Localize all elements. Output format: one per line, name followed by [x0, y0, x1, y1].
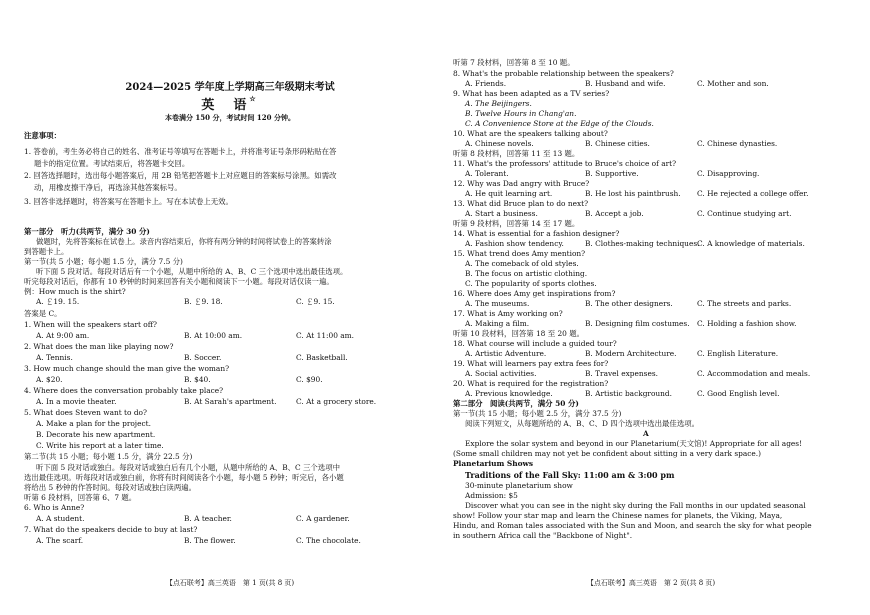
option: C. The chocolate. [296, 536, 361, 545]
option: C. Write his report at a later time. [36, 441, 164, 450]
exam-meta: 本卷满分 150 分，考试时间 120 分钟。 [165, 113, 295, 122]
option: C. At 11:00 am. [296, 331, 355, 340]
note-line: 1. 答卷前，考生务必将自己的姓名、准考证号等填写在答题卡上，并将准考证号条形码粘贴在答 [24, 147, 337, 156]
part2-sec1-heading: 第一节(共 15 小题；每小题 2.5 分，满分 37.5 分) [453, 409, 622, 418]
option: C. He rejected a college offer. [697, 189, 809, 198]
part1-desc: 到答题卡上。 [24, 247, 69, 256]
option: B. Clothes-making techniques. [585, 239, 700, 248]
option: A. At 9:00 am. [36, 331, 90, 340]
option: C. Continue studying art. [697, 209, 792, 218]
sec2-desc: 选出最佳选项。听每段对话或独白前，你将有时间阅读各个小题，每小题 5 秒钟；听完后，各小题 [24, 473, 344, 482]
passage-text: Hindu, and Roman tales associated with the Sun and Moon, and search the sky for what people [453, 521, 812, 530]
question: 19. What will learners pay extra fees for? [453, 359, 609, 368]
option: B. The other designers. [585, 299, 673, 308]
sec2-heading: 第二节(共 15 小题；每小题 1.5 分，满分 22.5 分) [24, 452, 193, 461]
option: A. The museums. [465, 299, 530, 308]
exam-title: 2024—2025 学年度上学期高三年级期末考试 [125, 82, 335, 93]
question: 10. What are the speakers talking about? [453, 129, 608, 138]
note-line: 3. 回答非选择题时，将答案写在答题卡上。写在本试卷上无效。 [24, 197, 233, 206]
option: C. Accommodation and meals. [697, 369, 811, 378]
listen-instruction: 听第 8 段材料，回答第 11 至 13 题。 [453, 149, 580, 158]
passage-text: Discover what you can see in the night sky during the Fall months in our updated seasonal [465, 501, 806, 510]
sec2-desc: 将给出 5 秒钟的作答时间。每段对话或独白读两遍。 [24, 483, 196, 492]
option: C. Holding a fashion show. [697, 319, 797, 328]
option: C. A Convenience Store at the Edge of the Clouds. [465, 119, 654, 128]
show-length: 30-minute planetarium show [465, 481, 573, 490]
option: C. Good English level. [697, 389, 780, 398]
option: B. Artistic background. [585, 389, 673, 398]
option: A. He quit learning art. [465, 189, 553, 198]
option: C. ￡9. 15. [296, 297, 335, 306]
option: A. Social activities. [465, 369, 537, 378]
option: C. $90. [296, 375, 323, 384]
question: 7. What do the speakers decide to buy at last? [24, 525, 198, 534]
note-line: 题卡的指定位置。考试结束后，将答题卡交回。 [34, 159, 190, 168]
option: B. Decorate his new apartment. [36, 430, 156, 439]
question: 4. Where does the conversation probably take place? [24, 386, 224, 395]
option: B. The flower. [184, 536, 236, 545]
option: C. Disapproving. [697, 169, 760, 178]
part1-desc: 做题时，先将答案标在试卷上。录音内容结束后，你将有两分钟的时间将试卷上的答案转涂 [36, 237, 332, 246]
question: 11. What's the professors' attitude to Bruce's choice of art? [453, 159, 677, 168]
note-line: 2. 回答选择题时，选出每小题答案后，用 2B 铅笔把答题卡上对应题目的答案标号涂黑。如需改 [24, 171, 337, 180]
listen-instruction: 听第 6 段材料，回答第 6、7 题。 [24, 493, 137, 502]
option: A. $20. [36, 375, 63, 384]
page-footer: 【点石联考】高三英语 第 1 页(共 8 页) [165, 579, 295, 587]
option: C. Basketball. [296, 353, 348, 362]
question: 2. What does the man like playing now? [24, 342, 174, 351]
option: A. Tennis. [36, 353, 73, 362]
option: A. In a movie theater. [36, 397, 117, 406]
option: A. ￡19. 15. [36, 297, 80, 306]
question: 13. What did Bruce plan to do next? [453, 199, 589, 208]
sec1-heading: 第一节(共 5 小题；每小题 1.5 分，满分 7.5 分) [24, 257, 183, 266]
option: C. The popularity of sports clothes. [465, 279, 597, 288]
question: 16. Where does Amy get inspirations from? [453, 289, 616, 298]
option: B. ￡9. 18. [184, 297, 223, 306]
option: C. Chinese dynasties. [697, 139, 778, 148]
option: C. At a grocery store. [296, 397, 377, 406]
option: B. At 10:00 am. [184, 331, 243, 340]
option: A. Make a plan for the project. [36, 419, 151, 428]
question: 8. What's the probable relationship between the speakers? [453, 69, 674, 78]
option: A. Making a film. [465, 319, 530, 328]
sec2-desc: 听下面 5 段对话或独白。每段对话或独白后有几个小题，从题中所给的 A、B、C 三个选项中 [36, 463, 340, 472]
option: B. At Sarah's apartment. [184, 397, 277, 406]
option: B. Supportive. [585, 169, 639, 178]
page-footer: 【点石联考】高三英语 第 2 页(共 8 页) [586, 579, 716, 587]
listen-instruction: 听第 9 段材料，回答第 14 至 17 题。 [453, 219, 580, 228]
option: C. English Literature. [697, 349, 779, 358]
option: B. Husband and wife. [585, 79, 666, 88]
subject-title: 英 语☆ [201, 94, 259, 113]
shows-heading: Planetarium Shows [453, 459, 534, 468]
question: 1. When will the speakers start off? [24, 320, 157, 329]
option: A. Previous knowledge. [465, 389, 553, 398]
option: B. A teacher. [184, 514, 232, 523]
question: 15. What trend does Amy mention? [453, 249, 586, 258]
question: 18. What course will include a guided tour? [453, 339, 617, 348]
option: A. The comeback of old styles. [465, 259, 579, 268]
option: C. The streets and parks. [697, 299, 792, 308]
option: A. Fashion show tendency. [465, 239, 564, 248]
option: B. He lost his paintbrush. [585, 189, 681, 198]
example-question: 例：How much is the shirt? [24, 287, 126, 296]
option: B. Travel expenses. [585, 369, 658, 378]
question: 6. Who is Anne? [24, 503, 85, 512]
part1-heading: 第一部分 听力(共两节，满分 30 分) [24, 227, 150, 236]
option: A. The scarf. [36, 536, 84, 545]
passage-text: (Some small children may not yet be confident about sitting in a very dark space.) [453, 449, 762, 458]
option: B. Twelve Hours in Chang'an. [465, 109, 577, 118]
option: B. Modern Architecture. [585, 349, 677, 358]
sec1-desc: 听下面 5 段对话。每段对话后有一个小题，从题中所给的 A、B、C 三个选项中选出最佳选项。 [36, 267, 348, 276]
question: 3. How much change should the man give the woman? [24, 364, 230, 373]
question: 12. Why was Dad angry with Bruce? [453, 179, 590, 188]
left-column [24, 0, 436, 615]
option: A. Artistic Adventure. [465, 349, 547, 358]
passage-text: in southern Africa call the "Backbone of Night". [453, 531, 633, 540]
option: A. Tolerant. [465, 169, 509, 178]
passage-label: A [643, 429, 649, 438]
sec1-desc: 听完每段对话后，你都有 10 秒钟的时间来回答有关小题和阅读下一小题。每段对话仅读一遍。 [24, 277, 334, 286]
passage-text: Explore the solar system and beyond in our Planetarium(天文馆)! Appropriate for all ages! [465, 439, 803, 448]
option: B. Designing film costumes. [585, 319, 690, 328]
part2-desc: 阅读下列短文，从每题所给的 A、B、C、D 四个选项中选出最佳选项。 [465, 419, 699, 428]
example-answer: 答案是 C。 [24, 309, 62, 318]
question: 9. What has been adapted as a TV series? [453, 89, 610, 98]
option: A. Chinese novels. [465, 139, 534, 148]
listen-instruction: 听第 10 段材料，回答第 18 至 20 题。 [453, 329, 584, 338]
option: A. A student. [36, 514, 85, 523]
show-admission: Admission: $5 [465, 491, 518, 500]
option: C. A gardener. [296, 514, 350, 523]
option: B. Chinese cities. [585, 139, 650, 148]
question: 14. What is essential for a fashion designer? [453, 229, 620, 238]
option: B. Soccer. [184, 353, 222, 362]
note-line: 动，用橡皮擦干净后，再选涂其他答案标号。 [34, 183, 182, 192]
option: A. The Beijingers. [465, 99, 532, 108]
question: 20. What is required for the registration? [453, 379, 609, 388]
passage-text: show! Follow your star map and learn the Chinese names for planets, the Viking, Maya, [453, 511, 783, 520]
option: C. A knowledge of materials. [697, 239, 805, 248]
option: B. $40. [184, 375, 211, 384]
option: A. Start a business. [465, 209, 538, 218]
listen-instruction: 听第 7 段材料，回答第 8 至 10 题。 [453, 58, 575, 67]
show-title: Traditions of the Fall Sky: 11:00 am & 3:00 pm [465, 470, 675, 480]
option: A. Friends. [465, 79, 507, 88]
notes-heading: 注意事项： [24, 131, 61, 140]
question: 17. What is Amy working on? [453, 309, 563, 318]
option: B. The focus on artistic clothing. [465, 269, 588, 278]
question: 5. What does Steven want to do? [24, 408, 147, 417]
option: B. Accept a job. [585, 209, 644, 218]
right-column [453, 0, 849, 615]
option: C. Mother and son. [697, 79, 769, 88]
part2-heading: 第二部分 阅读(共两节，满分 50 分) [453, 399, 579, 408]
